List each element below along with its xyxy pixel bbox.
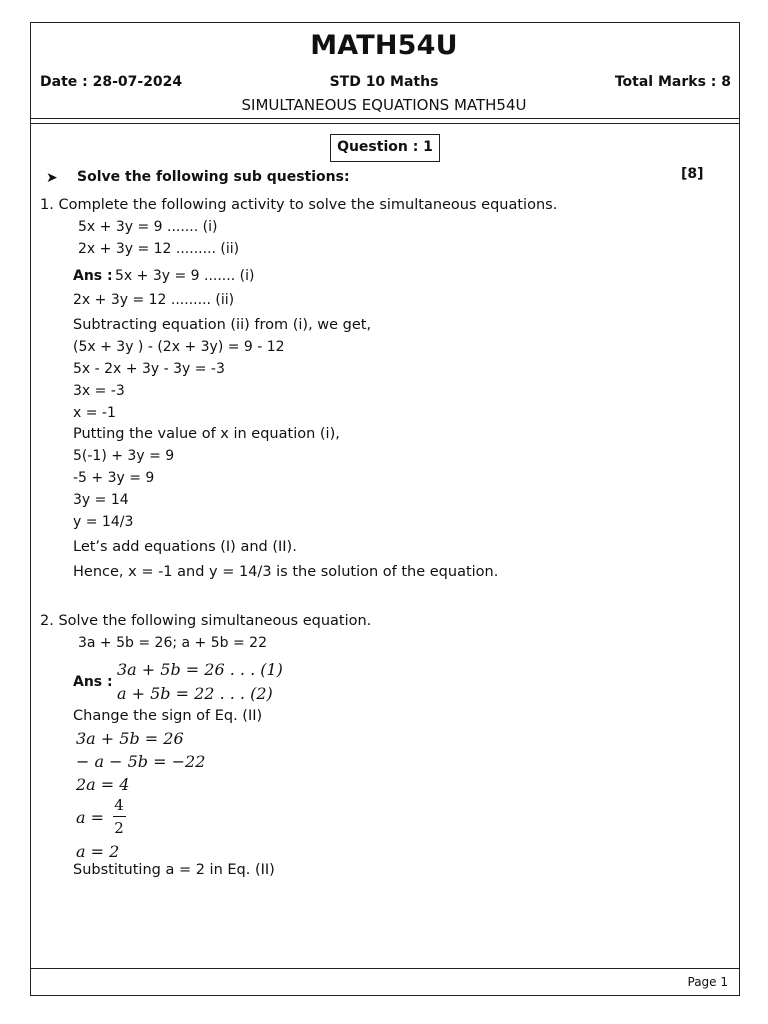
footer-divider	[31, 968, 739, 969]
q2-step: a = 2	[76, 842, 120, 861]
q1-line: 5x - 2x + 3y - 3y = -3	[73, 361, 225, 377]
q2-math-eq1: 3a + 5b = 26 . . . (1)	[117, 660, 283, 679]
q1-line: Subtracting equation (ii) from (i), we get,	[73, 317, 372, 333]
date-label: Date : 28-07-2024	[40, 74, 183, 90]
q1-line: 5x + 3y = 9 ....... (i)	[115, 268, 255, 284]
page-title: MATH54U	[310, 30, 458, 61]
q1-line: 3y = 14	[73, 492, 129, 508]
q2-step: 2a = 4	[76, 775, 130, 794]
q1-line: Let’s add equations (I) and (II).	[73, 539, 297, 555]
q2-step: 3a + 5b = 26	[76, 729, 184, 748]
q1-prompt: 1. Complete the following activity to solve the simultaneous equations.	[40, 197, 558, 213]
q2-substituting: Substituting a = 2 in Eq. (II)	[73, 862, 275, 878]
q2-fraction-lhs: a =	[76, 808, 105, 827]
q1-line: Putting the value of x in equation (i),	[73, 426, 340, 442]
q2-given-equation: 3a + 5b = 26; a + 5b = 22	[78, 635, 267, 651]
q2-math-eq2: a + 5b = 22 . . . (2)	[117, 684, 273, 703]
q1-given-eq1: 5x + 3y = 9 ....... (i)	[78, 219, 218, 235]
q2-step: − a − 5b = −22	[76, 752, 206, 771]
q1-given-eq2: 2x + 3y = 12 ......... (ii)	[78, 241, 240, 257]
q1-line: -5 + 3y = 9	[73, 470, 155, 486]
instruction-text: Solve the following sub questions:	[77, 169, 350, 185]
total-marks-label: Total Marks : 8	[614, 74, 731, 90]
marks-label: [8]	[681, 166, 704, 182]
question-label-box: Question : 1	[330, 134, 440, 162]
q2-prompt: 2. Solve the following simultaneous equation.	[40, 613, 372, 629]
header-divider-top	[31, 118, 739, 119]
standard-label: STD 10 Maths	[329, 74, 439, 90]
q1-conclusion: Hence, x = -1 and y = 14/3 is the solution of the equation.	[73, 564, 499, 580]
q2-fraction-denominator: 2	[114, 819, 124, 837]
q2-fraction-bar	[113, 816, 126, 817]
q2-ans-label: Ans :	[73, 674, 113, 690]
subtitle: SIMULTANEOUS EQUATIONS MATH54U	[241, 96, 527, 114]
q2-change-sign: Change the sign of Eq. (II)	[73, 708, 263, 724]
q1-ans-label: Ans :	[73, 268, 113, 284]
q1-line: (5x + 3y ) - (2x + 3y) = 9 - 12	[73, 339, 285, 355]
page-number: Page 1	[687, 975, 728, 989]
q1-line: 5(-1) + 3y = 9	[73, 448, 175, 464]
q1-line: y = 14/3	[73, 514, 134, 530]
q2-fraction-numerator: 4	[114, 796, 124, 814]
bullet-arrow-icon: ➤	[46, 170, 58, 186]
header-divider-bottom	[31, 123, 739, 124]
q1-line: 2x + 3y = 12 ......... (ii)	[73, 292, 235, 308]
q1-line: 3x = -3	[73, 383, 125, 399]
q1-line: x = -1	[73, 405, 116, 421]
